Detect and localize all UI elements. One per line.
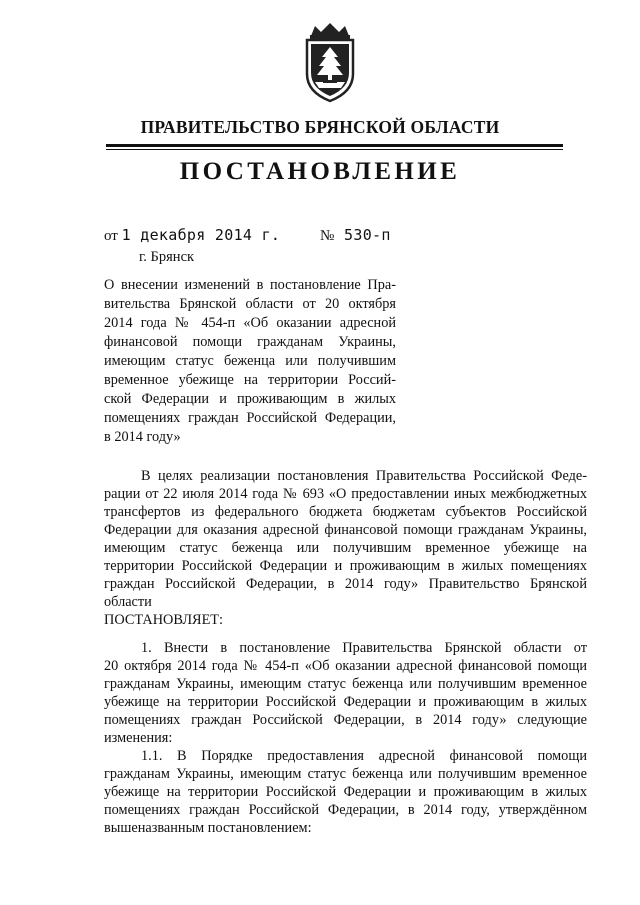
preamble-line: имеющим статус беженца или получившим временное убежище на [104,540,587,556]
subject-line: временное убежище на территории Россий- [104,372,396,388]
item1-line: 20 октября 2014 года № 454-п «Об оказании адресной финансовой помощи [104,658,587,674]
subject-line: О внесении изменений в постановление Пра- [104,277,396,293]
preamble-line: территории Российской Федерации и проживающим в жилых помещениях [104,558,587,574]
item1-line: помещениях граждан Российской Федерации, в 2014 году» следующие [104,712,587,728]
city-label: г. Брянск [139,249,195,265]
date-number-line [104,226,391,245]
item1-line: 1. Внести в постановление Правительства Брянской области от [141,640,587,656]
subject-line: имеющим статус беженца или получившим [104,353,396,369]
item1-line: изменения: [104,730,173,746]
number-sign: № [319,228,335,244]
item11-line: убежище на территории Российской Федерации и проживающим в жилых [104,784,587,800]
item11-line: 1.1. В Порядке предоставления адресной финансовой помощи [141,748,587,764]
item11-line: гражданам Украины, имеющим статус беженца или получившим временное [104,766,587,782]
government-title: ПРАВИТЕЛЬСТВО БРЯНСКОЙ ОБЛАСТИ [140,117,500,137]
from-label: от [104,228,118,244]
item1-line: гражданам Украины, имеющим статус беженца или получившим временное [104,676,587,692]
item11-line: помещениях граждан Российской Федерации, в 2014 году, утверждённом [104,802,587,818]
document-number: 530-п [344,226,391,244]
decree-word: ПОСТАНОВЛЯЕТ: [104,612,224,628]
preamble-line: граждан Российской Федерации, в 2014 году» Правительство Брянской [104,576,587,592]
item1-line: убежище на территории Российской Федерации и проживающим в жилых [104,694,587,710]
preamble-line: Федерации для оказания адресной финансовой помощи гражданам Украины, [104,522,587,538]
document-body [104,467,587,837]
preamble-line: рации от 22 июля 2014 года № 693 «О предоставлении иных межбюджетных [104,486,587,502]
item11-line: вышеназванным постановлением: [104,820,312,836]
subject-line: ской Федерации и проживающим в жилых [104,391,396,407]
document-date: 1 декабря 2014 г. [121,226,281,244]
subject-line: вительства Брянской области от 20 октября [104,296,396,312]
preamble-line: трансфертов из федерального бюджета бюджетам субъектов Российской [104,504,587,520]
subject-block [104,276,396,447]
subject-line: 2014 года № 454-п «Об оказании адресной [104,315,396,331]
subject-line: в 2014 году» [104,429,181,445]
header-rule-thick [106,144,563,147]
coat-of-arms-emblem [301,22,359,104]
subject-line: помещениях граждан Российской Федерации, [104,410,396,426]
preamble-line: В целях реализации постановления Правительства Российской Феде- [141,468,587,484]
header-rule-thin [106,149,563,150]
document-type-title: ПОСТАНОВЛЕНИЕ [179,158,461,185]
preamble-line: области [104,594,152,610]
subject-line: финансовой помощи гражданам Украины, [104,334,396,350]
